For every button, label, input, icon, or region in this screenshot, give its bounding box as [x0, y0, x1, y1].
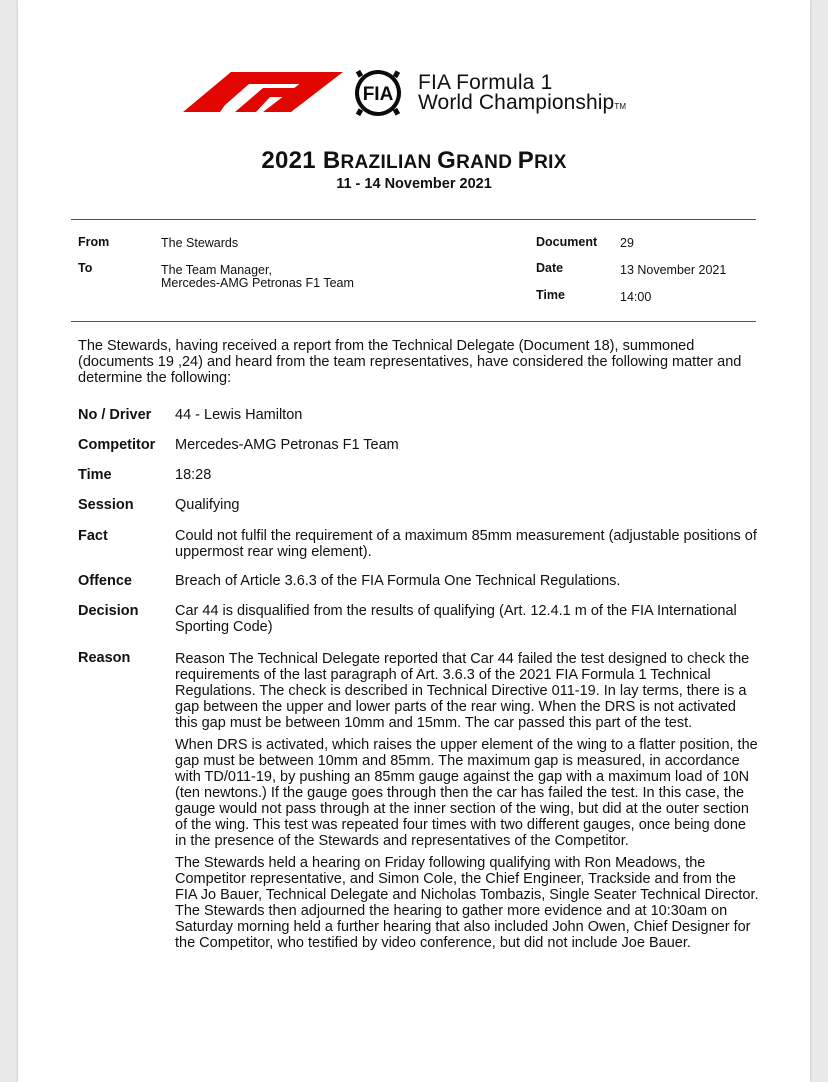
time-label: Time: [536, 288, 565, 302]
offence-label: Offence: [78, 573, 132, 589]
document-value: 29: [620, 236, 634, 250]
event-dates: 11 - 14 November 2021: [336, 176, 492, 192]
session-label: Session: [78, 497, 134, 513]
competitor-label: Competitor: [78, 437, 156, 453]
reason-label: Reason: [78, 650, 131, 666]
time-field-label: Time: [78, 467, 112, 483]
to-value-line-2: Mercedes-AMG Petronas F1 Team: [161, 276, 354, 290]
decision-value: Car 44 is disqualified from the results of qualifying (Art. 12.4.1 m of the FIA International Sporting Code): [175, 603, 737, 635]
header-bottom-rule: [71, 321, 756, 322]
logo-line-1: FIA Formula 1: [418, 71, 553, 94]
time-value: 14:00: [620, 290, 652, 304]
fact-value: Could not fulfil the requirement of a maximum 85mm measurement (adjustable positions of uppermost rear wing element).: [175, 528, 757, 560]
offence-value: Breach of Article 3.6.3 of the FIA Formula One Technical Regulations.: [175, 573, 621, 589]
decision-label: Decision: [78, 603, 139, 619]
time-field-value: 18:28: [175, 467, 212, 483]
session-value: Qualifying: [175, 497, 240, 513]
fia-emblem-text: FIA: [362, 84, 394, 105]
fact-label: Fact: [78, 528, 108, 544]
driver-value: 44 - Lewis Hamilton: [175, 407, 303, 423]
reason-paragraph-3: The Stewards held a hearing on Friday following qualifying with Ron Meadows, the Competitor representative, and Simon Cole, the Chief Engineer, Trackside and from the FIA Jo Bauer, Technical Delegate and Nicholas Tombazis, Single Seater Technical Director. The Stewards then adjourned the hearing to gather more evidence and at 10:30am on Saturday morning held a further hearing that also included John Owen, Chief Designer for the Competitor, who testified by video conference, but did not include Joe Bauer.: [175, 855, 759, 951]
from-label: From: [78, 235, 110, 249]
date-value: 13 November 2021: [620, 263, 727, 277]
reason-paragraph-2: When DRS is activated, which raises the upper element of the wing to a flatter position, the gap must be between 10mm and 85mm. The maximum gap is measured, in accordance with TD/011-19, by pushing an 85mm gauge against the gap with a maximum load of 10N (ten newtons.) If the gauge goes through then the car has failed the test. In this case, the gauge would not pass through at the inner section of the wing, but did at the outer section of the wing. This test was repeated four times with two different gauges, once being done in the presence of the Stewards and representatives of the Competitor.: [175, 737, 758, 849]
to-label: To: [78, 261, 93, 275]
header-top-rule: [71, 219, 756, 220]
competitor-value: Mercedes-AMG Petronas F1 Team: [175, 437, 399, 453]
fia-emblem-icon: [343, 68, 413, 118]
driver-label: No / Driver: [78, 407, 152, 423]
to-value-line-1: The Team Manager,: [161, 263, 272, 277]
logo-wordmark: [418, 73, 626, 117]
trademark-mark: TM: [614, 102, 627, 111]
grand-prix-title: 2021 BRAZILIAN GRAND PRIX: [261, 147, 567, 174]
from-value: The Stewards: [161, 236, 239, 250]
reason-body: [175, 651, 760, 957]
reason-paragraph-1: Reason The Technical Delegate reported that Car 44 failed the test designed to check the requirements of the last paragraph of Art. 3.6.3 of the 2021 FIA Formula 1 Technical Regulations. The check is described in Technical Directive 011-19. In lay terms, there is a gap between the upper and lower parts of the rear wing. When the DRS is not activated this gap must be between 10mm and 15mm. The car passed this part of the test.: [175, 651, 750, 731]
intro-paragraph: The Stewards, having received a report from the Technical Delegate (Document 18), summoned (documents 19 ,24) and heard from the team representatives, have considered the following matter and determine the following:: [78, 338, 742, 386]
document-label: Document: [536, 235, 598, 249]
logo-line-2: World ChampionshipTM: [418, 91, 627, 114]
date-label: Date: [536, 261, 564, 275]
